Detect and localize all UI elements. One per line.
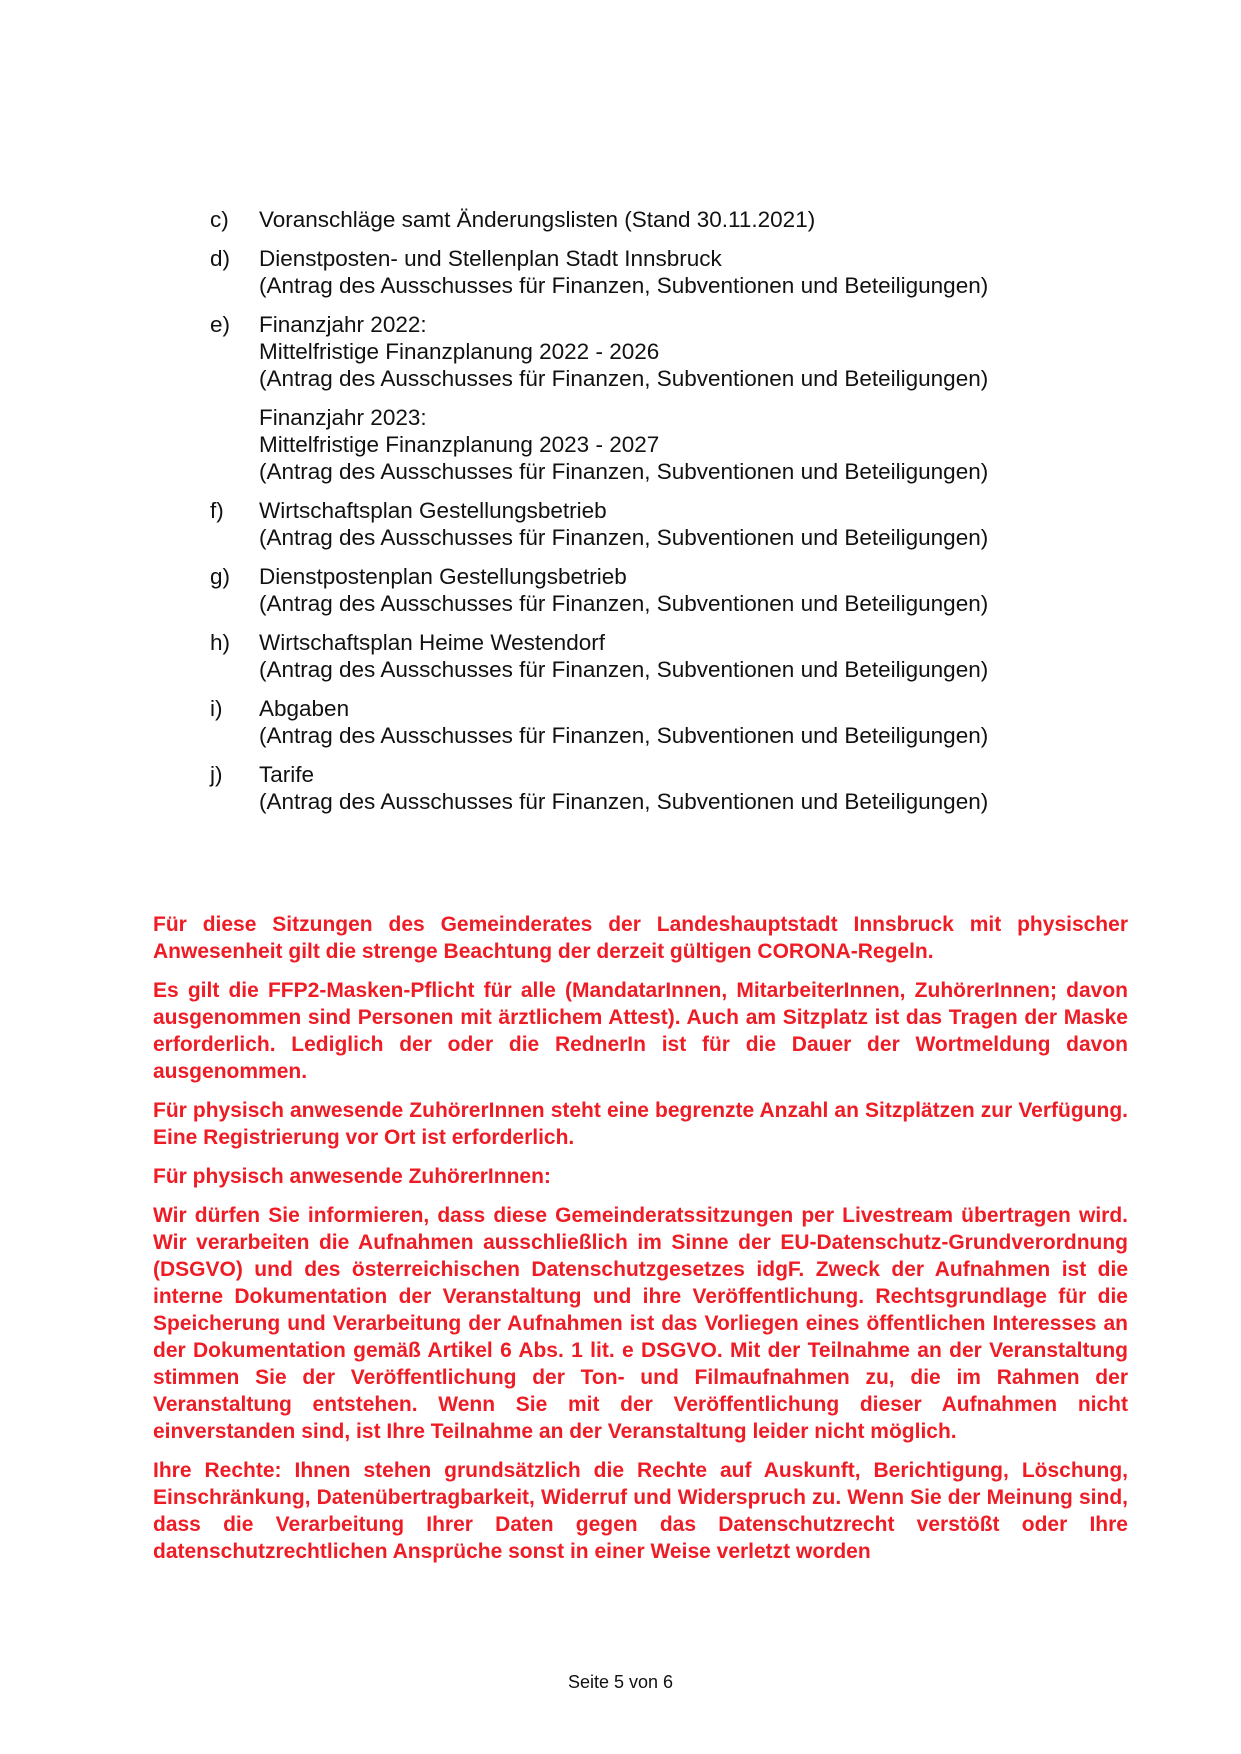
agenda-item-letter: d) [210, 246, 231, 271]
agenda-item-line: Voranschläge samt Änderungslisten (Stand 30.11.2021) [259, 207, 816, 232]
agenda-item [210, 629, 1070, 683]
agenda-item-body [259, 563, 1070, 617]
agenda-item-block [259, 761, 1070, 815]
corona-notice [153, 911, 1128, 1577]
agenda-item-body [259, 761, 1070, 815]
notice-paragraph-livestream: Wir dürfen Sie informieren, dass diese Gemeinderatssitzungen per Livestream übertragen wird. Wir verarbeiten die Aufnahmen ausschließlich im Sinne der EU-Datenschutz-Grundverordnung (DSGVO) und des österreichischen Datenschutzgesetzes idgF. Zweck der Aufnahmen ist die interne Dokumentation der Veranstaltung und ihre Veröffentlichung. Rechtsgrundlage für die Speicherung und Verarbeitung der Aufnahmen ist das Vorliegen eines öffentlichen Interesses an der Dokumentation gemäß Artikel 6 Abs. 1 lit. e DSGVO. Mit der Teilnahme an der Veranstaltung stimmen Sie der Veröffentlichung der Ton- und Filmaufnahmen zu, die im Rahmen der Veranstaltung entstehen. Wenn Sie mit der Veröffentlichung dieser Aufnahmen nicht einverstanden sind, ist Ihre Teilnahme an der Veranstaltung leider nicht möglich. [153, 1204, 1128, 1443]
agenda-item-line: (Antrag des Ausschusses für Finanzen, Subventionen und Beteiligungen) [259, 273, 989, 298]
agenda-item-letter: e) [210, 312, 231, 337]
agenda-item-block [259, 695, 1070, 749]
agenda-item-line: Wirtschaftsplan Heime Westendorf [259, 630, 605, 655]
notice-paragraph-ffp2-masks: Es gilt die FFP2-Masken-Pflicht für alle (MandatarInnen, MitarbeiterInnen, ZuhörerInnen; davon ausgenommen sind Personen mit ärztlichem Attest). Auch am Sitzplatz ist das Tragen der Maske erforderlich. Lediglich der oder die RednerIn ist für die Dauer der Wortmeldung davon ausgenommen. [153, 979, 1128, 1083]
agenda-item-letter: f) [210, 498, 224, 523]
agenda-item-line: Finanzjahr 2023: [259, 405, 427, 430]
agenda-item-line: (Antrag des Ausschusses für Finanzen, Subventionen und Beteiligungen) [259, 459, 989, 484]
agenda-item [210, 563, 1070, 617]
agenda-item-line: Dienstposten- und Stellenplan Stadt Innsbruck [259, 246, 722, 271]
agenda-item-body [259, 629, 1070, 683]
agenda-item-line: Abgaben [259, 696, 350, 721]
agenda-item [210, 206, 1070, 233]
agenda-item-line: Mittelfristige Finanzplanung 2023 - 2027 [259, 432, 660, 457]
page-number: Seite 5 von 6 [567, 1672, 674, 1692]
agenda-item-block [259, 629, 1070, 683]
agenda-item-body [259, 311, 1070, 485]
notice-paragraph-corona-rules: Für diese Sitzungen des Gemeinderates der Landeshauptstadt Innsbruck mit physischer Anwesenheit gilt die strenge Beachtung der derzeit gültigen CORONA-Regeln. [153, 913, 1128, 963]
agenda-item-line: Tarife [259, 762, 315, 787]
agenda-item-line: (Antrag des Ausschusses für Finanzen, Subventionen und Beteiligungen) [259, 723, 989, 748]
agenda-item-block [259, 563, 1070, 617]
agenda-item-line: Dienstpostenplan Gestellungsbetrieb [259, 564, 627, 589]
agenda-item-letter: c) [210, 207, 229, 232]
agenda-item [210, 311, 1070, 485]
agenda-item-body [259, 497, 1070, 551]
agenda-item [210, 761, 1070, 815]
agenda-item-line: Finanzjahr 2022: [259, 312, 427, 337]
agenda-item-line: (Antrag des Ausschusses für Finanzen, Subventionen und Beteiligungen) [259, 591, 989, 616]
agenda-item [210, 245, 1070, 299]
agenda-item-block [259, 245, 1070, 299]
agenda-item-line: (Antrag des Ausschusses für Finanzen, Subventionen und Beteiligungen) [259, 789, 989, 814]
agenda-item-body [259, 695, 1070, 749]
agenda-item-block [259, 404, 1070, 485]
agenda-item-block [259, 206, 1070, 233]
agenda-item-line: (Antrag des Ausschusses für Finanzen, Subventionen und Beteiligungen) [259, 366, 989, 391]
agenda-item-body [259, 245, 1070, 299]
agenda-item [210, 695, 1070, 749]
agenda-item-letter: h) [210, 630, 231, 655]
agenda-item-block [259, 497, 1070, 551]
agenda-item-line: (Antrag des Ausschusses für Finanzen, Subventionen und Beteiligungen) [259, 657, 989, 682]
notice-heading-listeners: Für physisch anwesende ZuhörerInnen: [153, 1165, 551, 1188]
agenda-item-letter: j) [210, 762, 223, 787]
agenda-item-letter: i) [210, 696, 223, 721]
agenda-item-line: Mittelfristige Finanzplanung 2022 - 2026 [259, 339, 660, 364]
agenda-item-line: (Antrag des Ausschusses für Finanzen, Subventionen und Beteiligungen) [259, 525, 989, 550]
notice-paragraph-seating: Für physisch anwesende ZuhörerInnen steht eine begrenzte Anzahl an Sitzplätzen zur Verfügung. Eine Registrierung vor Ort ist erforderlich. [153, 1099, 1128, 1149]
notice-paragraph-rights: Ihre Rechte: Ihnen stehen grundsätzlich die Rechte auf Auskunft, Berichtigung, Löschung, Einschränkung, Datenübertragbarkeit, Widerruf und Widerspruch zu. Wenn Sie der Meinung sind, dass die Verarbeitung Ihrer Daten gegen das Datenschutzrecht verstößt oder Ihre datenschutzrechtlichen Ansprüche sonst in einer Weise verletzt worden [153, 1459, 1128, 1563]
agenda-item-block [259, 311, 1070, 392]
agenda-item [210, 497, 1070, 551]
agenda-item-line: Wirtschaftsplan Gestellungsbetrieb [259, 498, 607, 523]
agenda-item-body [259, 206, 1070, 233]
agenda-item-letter: g) [210, 564, 231, 589]
agenda-list [210, 206, 1070, 827]
